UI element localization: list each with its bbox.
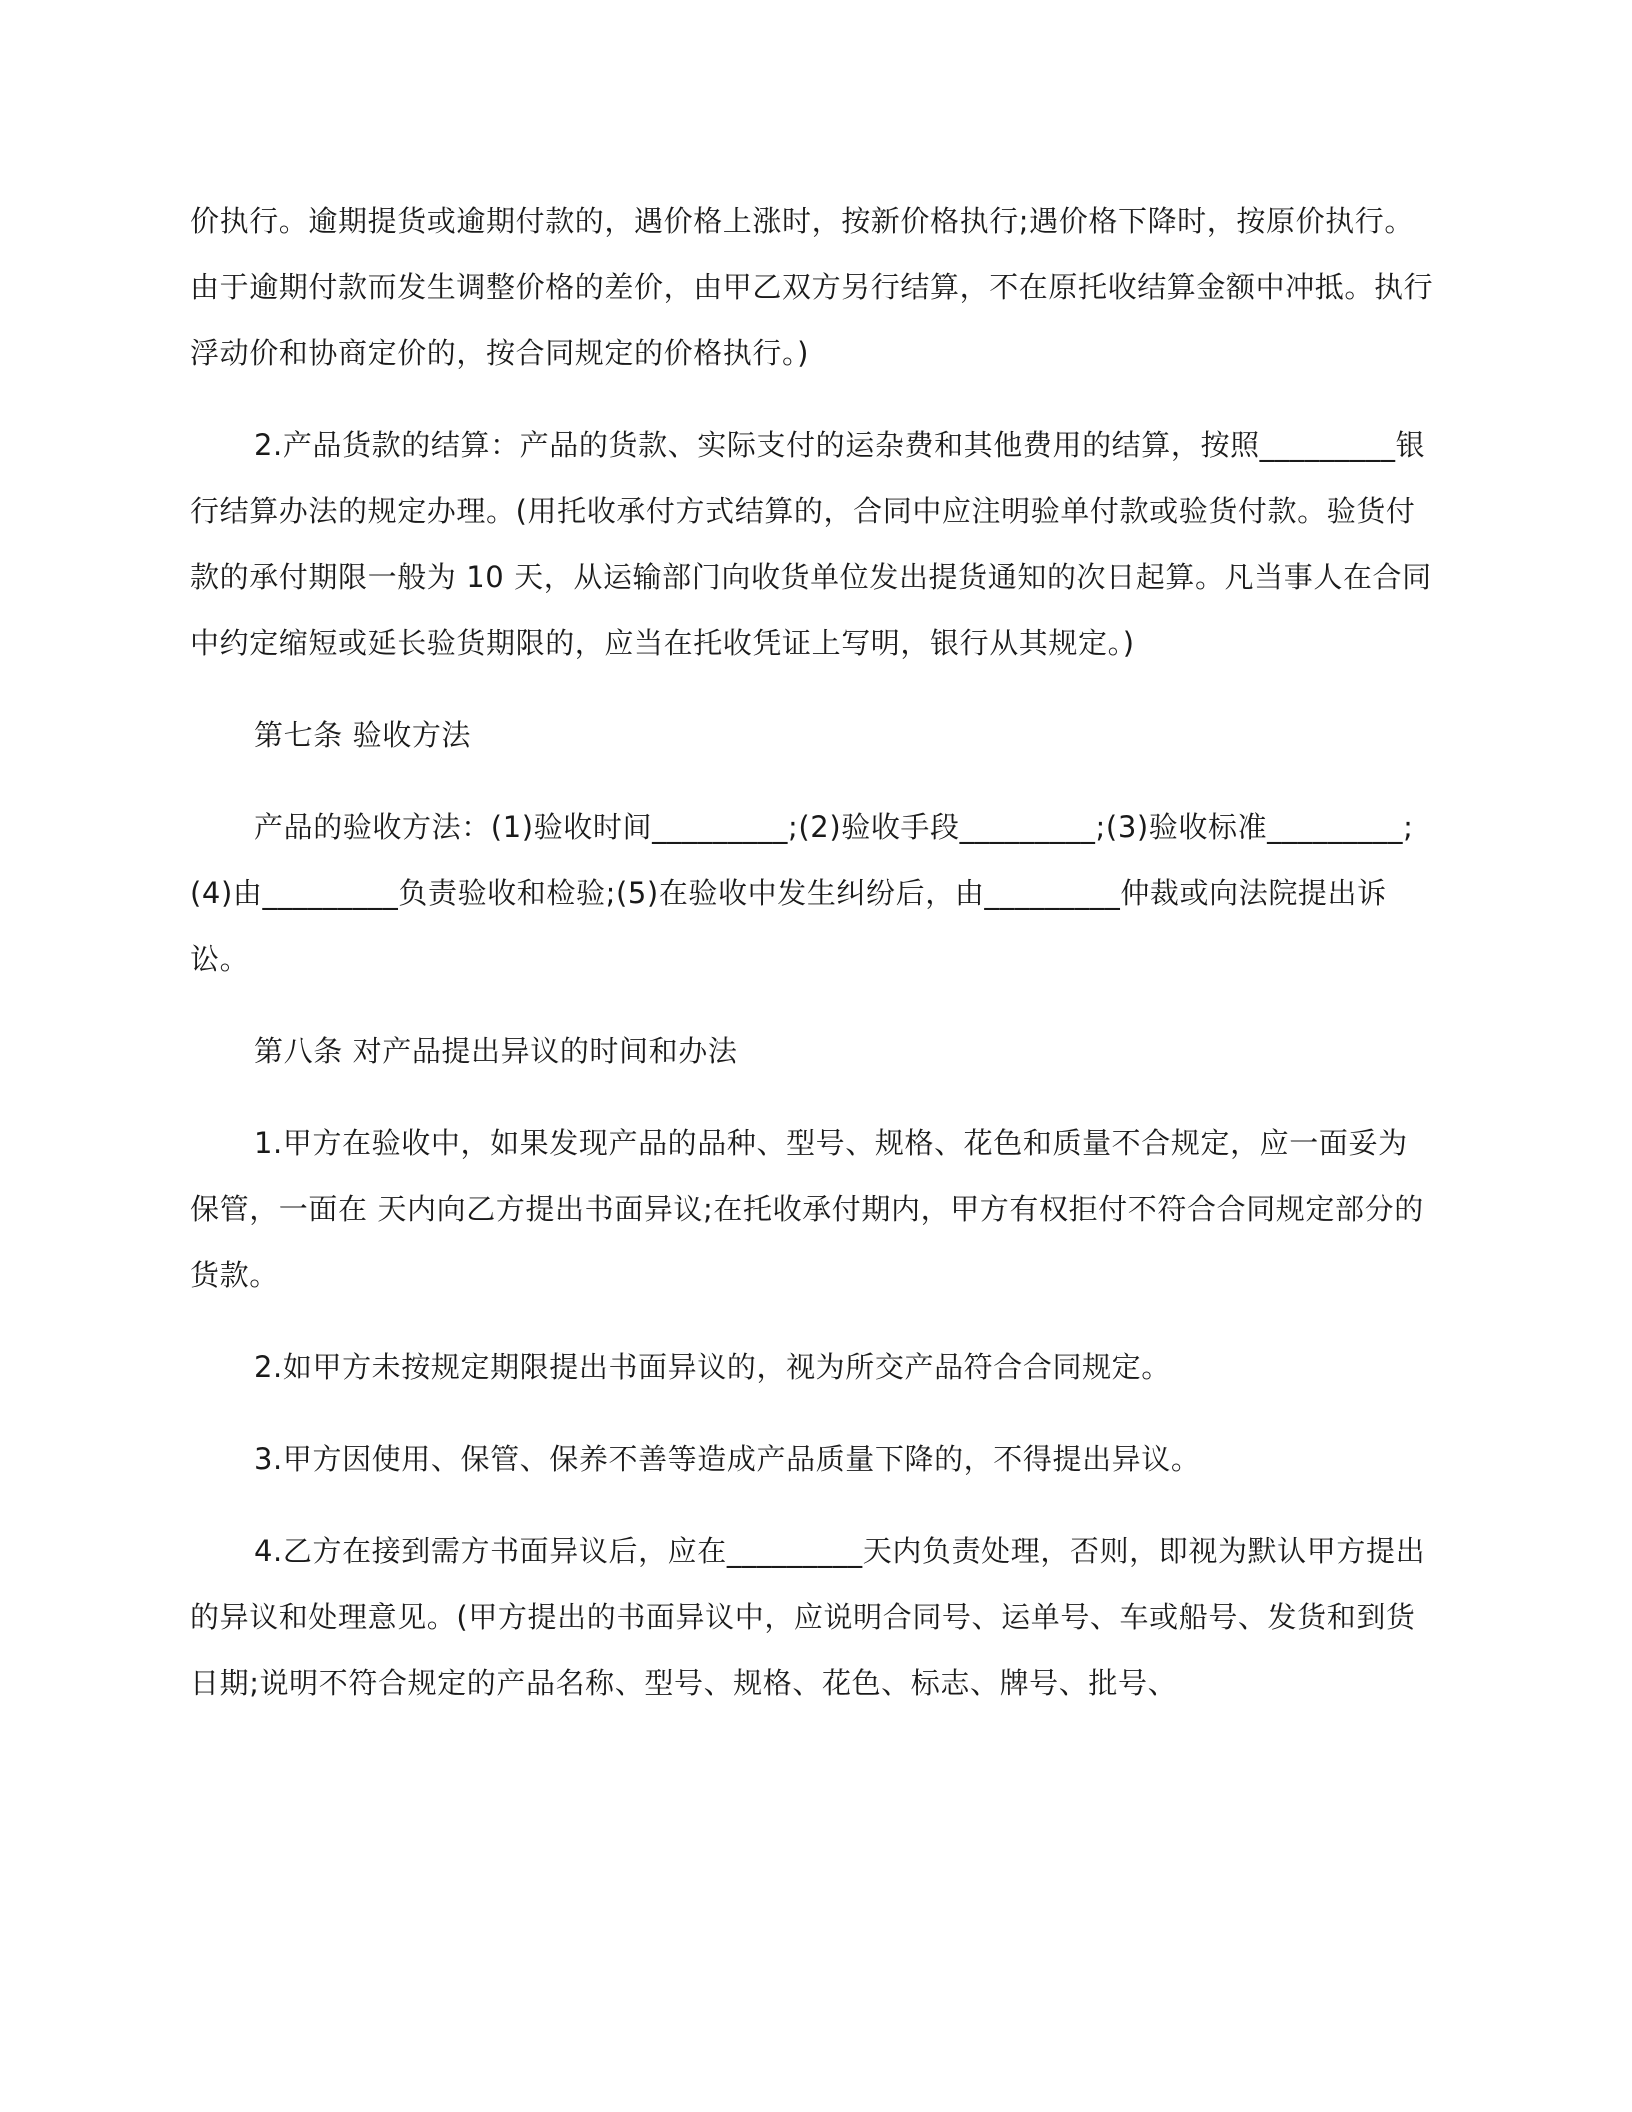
paragraph-objection-3: 3.甲方因使用、保管、保养不善等造成产品质量下降的，不得提出异议。 — [254, 1442, 1201, 1476]
paragraph-objection-2: 2.如甲方未按规定期限提出书面异议的，视为所交产品符合合同规定。 — [254, 1350, 1171, 1384]
paragraph-settlement: 2.产品货款的结算：产品的货款、实际支付的运杂费和其他费用的结算，按照_________银行结算办法的规定办理。(用托收承付方式结算的，合同中应注明验单付款或验货付款。验货付款的承付期限一般为 10 天，从运输部门向收货单位发出提货通知的次日起算。凡当事人在合同中约定缩短或延长验货期限的，应当在托收凭证上写明，银行从其规定。) — [190, 428, 1432, 660]
paragraph-objection-4: 4.乙方在接到需方书面异议后，应在_________天内负责处理，否则，即视为默认甲方提出的异议和处理意见。(甲方提出的书面异议中，应说明合同号、运单号、车或船号、发货和到货日期;说明不符合规定的产品名称、型号、规格、花色、标志、牌号、批号、 — [190, 1534, 1426, 1700]
paragraph-inspection-method: 产品的验收方法：(1)验收时间_________;(2)验收手段_________;(3)验收标准_________;(4)由_________负责验收和检验;(5)在验收中发生纠纷后，由_________仲裁或向法院提出诉讼。 — [190, 810, 1414, 976]
article-7-heading: 第七条 验收方法 — [254, 718, 472, 752]
paragraph-objection-1: 1.甲方在验收中，如果发现产品的品种、型号、规格、花色和质量不合规定，应一面妥为保管，一面在 天内向乙方提出书面异议;在托收承付期内，甲方有权拒付不符合合同规定部分的货款。 — [190, 1126, 1424, 1292]
document-page — [190, 188, 1435, 1716]
paragraph-price-continuation: 价执行。逾期提货或逾期付款的，遇价格上涨时，按新价格执行;遇价格下降时，按原价执行。由于逾期付款而发生调整价格的差价，由甲乙双方另行结算，不在原托收结算金额中冲抵。执行浮动价和协商定价的，按合同规定的价格执行。) — [190, 204, 1434, 370]
article-8-heading: 第八条 对产品提出异议的时间和办法 — [254, 1034, 738, 1068]
